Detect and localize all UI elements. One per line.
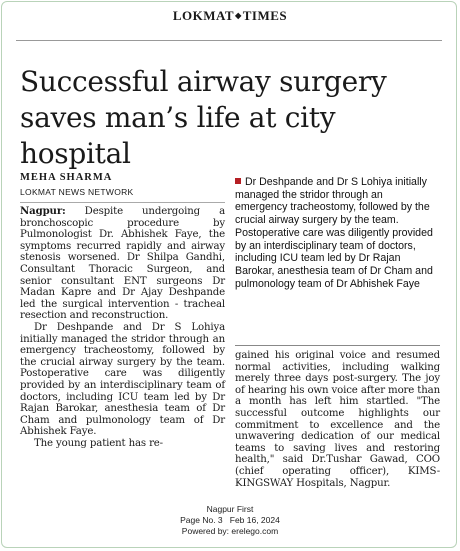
footer-edition: Nagpur First: [206, 504, 254, 514]
byline-organization: LOKMAT NEWS NETWORK: [20, 187, 134, 197]
newspaper-masthead: [0, 8, 460, 24]
pull-quote: [235, 176, 435, 290]
paragraph-3: The young patient has re-: [34, 437, 163, 449]
paragraph-1: [20, 206, 225, 322]
pull-quote-text: Dr Deshpande and Dr S Lohiya initially managed the stridor through an emergency tracheostomy, followed by the crucial airway surgery by the team. Postoperative care was diligently provided by an interdisciplinary team of doctors, including ICU team led by Dr Rajan Barokar, anesthesia team of Dr Cham and pulmonology team of Dr Abhishek Faye: [235, 176, 433, 290]
article-column-2: [235, 350, 440, 489]
byline-divider: [20, 202, 225, 203]
footer-date: Feb 16, 2024: [229, 515, 280, 525]
masthead-left: LOKMAT: [172, 8, 235, 23]
footer-powered-by: Powered by: erelego.com: [181, 526, 279, 536]
masthead-divider: [16, 40, 442, 41]
paragraph-1-text: Despite undergoing a bronchoscopic procedure by Pulmonologist Dr. Abhishek Faye, the symptoms recurred rapidly and airway stenosis worsened. Dr Shilpa Gandhi, Consultant Thoracic Surgeon, and senior consultant ENT surgeons Dr Madan Kapre and Dr Ajay Deshpande led the surgical intervention - tracheal resection and reconstruction.: [20, 206, 225, 322]
paragraph-4: gained his original voice and resumed normal activities, including walking merely three days post-surgery. The joy of hearing his own voice after more than a month has left him startled. "The successful outcome highlights our commitment to excellence and the unwavering dedication of our medical teams to saving lives and restoring health," said Dr.Tushar Gawad, COO (chief operating officer), KIMS-KINGSWAY Hospitals, Nagpur.: [235, 350, 440, 489]
red-square-icon: [235, 178, 241, 184]
masthead-right: TIMES: [242, 8, 288, 23]
article-headline: Successful airway surgery saves man’s life at city hospital: [20, 65, 387, 170]
article-column-1: [20, 206, 225, 449]
footer-page-date: [0, 515, 460, 526]
footer-page: Page No. 3: [180, 515, 223, 525]
paragraph-2: Dr Deshpande and Dr S Lohiya initially managed the stridor through an emergency tracheostomy, followed by the crucial airway surgery by the team. Postoperative care was diligently provided by an interdisciplinary team of doctors, including ICU team led by Dr Rajan Barokar, anesthesia team of Dr Cham and pulmonology team of Dr Abhishek Faye.: [20, 321, 225, 438]
dateline: Nagpur:: [20, 205, 66, 217]
pull-quote-divider: [235, 345, 440, 346]
logo-mark-icon: ◆: [235, 11, 242, 20]
byline-author: MEHA SHARMA: [20, 172, 113, 183]
page-footer: [0, 504, 460, 537]
